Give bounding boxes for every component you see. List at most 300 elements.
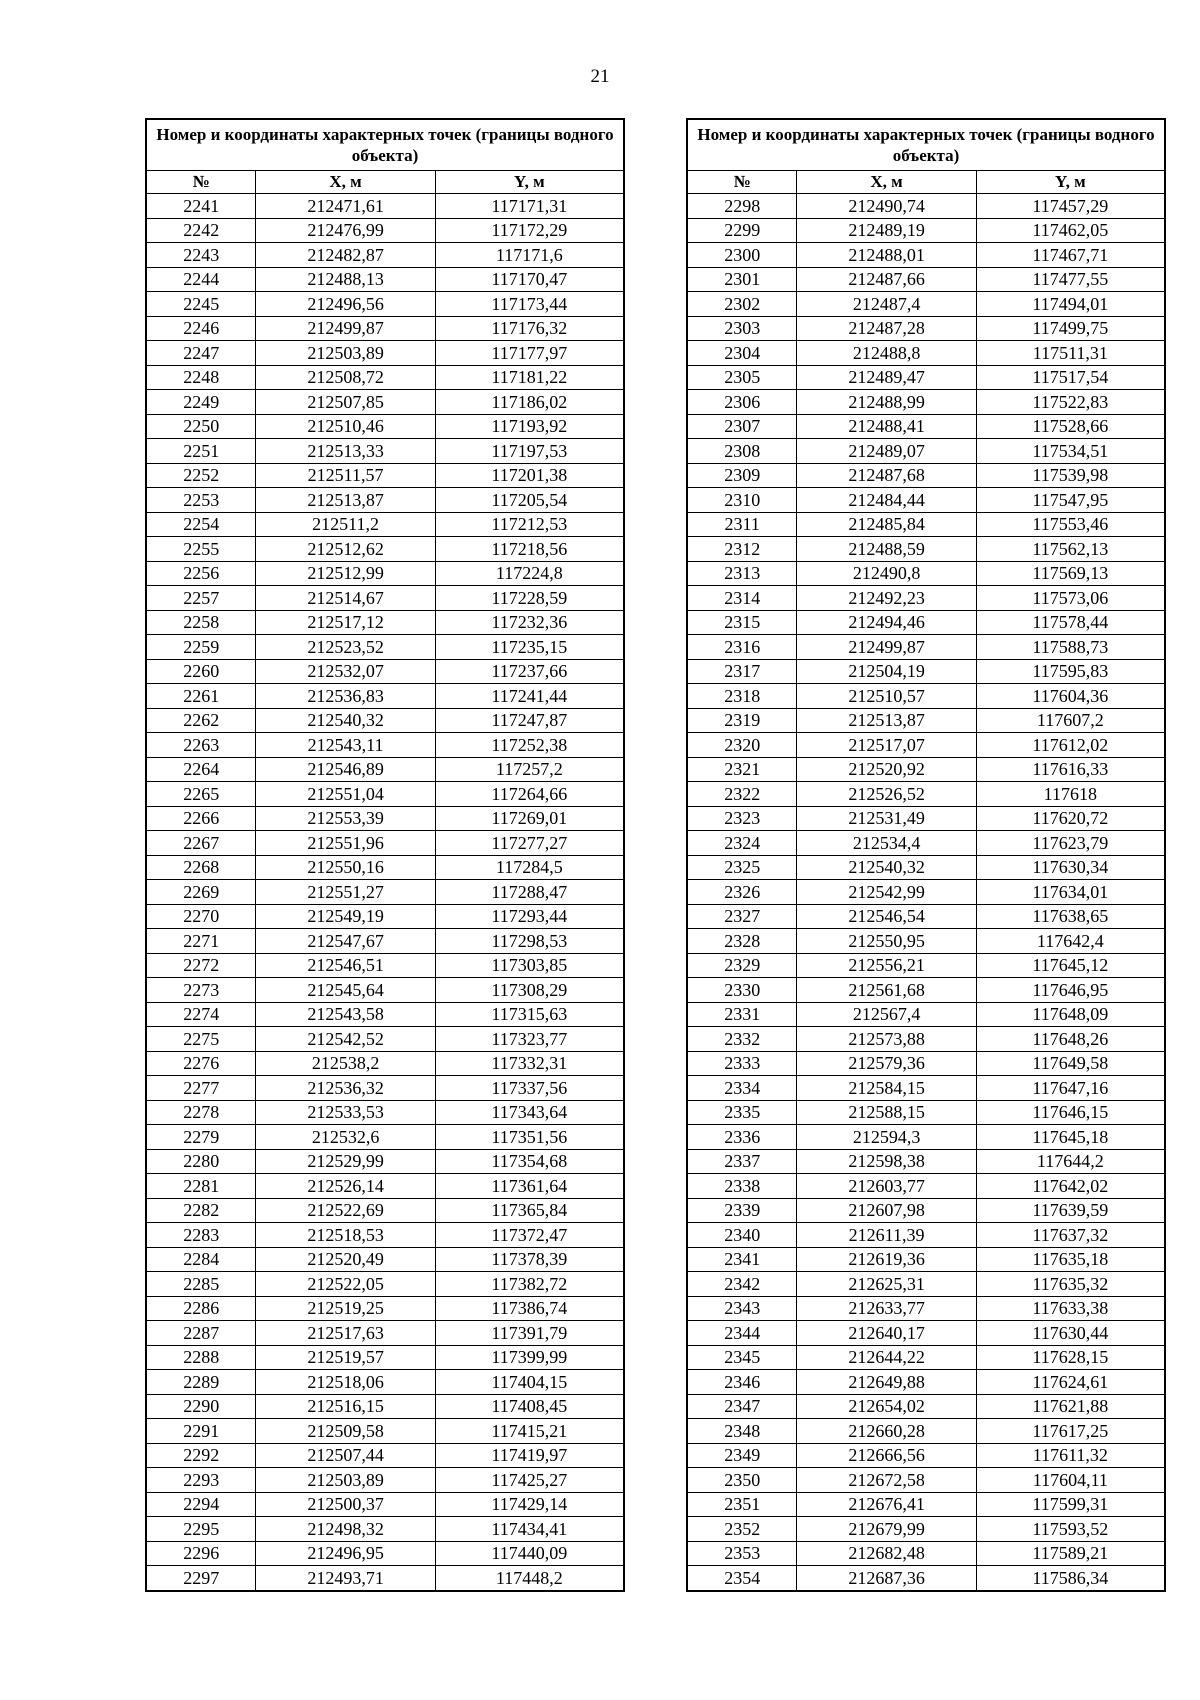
x-coordinate-cell: 212561,68 — [797, 978, 976, 1003]
point-number-cell: 2353 — [687, 1541, 797, 1566]
table-row — [146, 635, 624, 660]
y-coordinate-cell: 117477,55 — [976, 267, 1165, 292]
x-coordinate-cell: 212503,89 — [256, 341, 435, 366]
x-coordinate-cell: 212488,13 — [256, 267, 435, 292]
y-coordinate-cell: 117170,47 — [435, 267, 624, 292]
point-number-cell: 2250 — [146, 414, 256, 439]
table-row — [687, 1002, 1165, 1027]
point-number-cell: 2245 — [146, 292, 256, 317]
y-coordinate-cell: 117604,36 — [976, 684, 1165, 709]
x-coordinate-cell: 212567,4 — [797, 1002, 976, 1027]
point-number-cell: 2265 — [146, 782, 256, 807]
table-row — [687, 855, 1165, 880]
table-row — [146, 414, 624, 439]
table-row — [687, 610, 1165, 635]
y-coordinate-cell: 117647,16 — [976, 1076, 1165, 1101]
x-coordinate-cell: 212553,39 — [256, 806, 435, 831]
y-coordinate-cell: 117382,72 — [435, 1272, 624, 1297]
point-number-cell: 2290 — [146, 1394, 256, 1419]
y-coordinate-cell: 117620,72 — [976, 806, 1165, 831]
point-number-cell: 2243 — [146, 243, 256, 268]
table-row — [146, 1223, 624, 1248]
table-row — [687, 733, 1165, 758]
x-coordinate-cell: 212660,28 — [797, 1419, 976, 1444]
x-coordinate-cell: 212499,87 — [797, 635, 976, 660]
y-coordinate-cell: 117193,92 — [435, 414, 624, 439]
y-coordinate-cell: 117638,65 — [976, 904, 1165, 929]
x-coordinate-cell: 212485,84 — [797, 512, 976, 537]
point-number-cell: 2274 — [146, 1002, 256, 1027]
table-row — [687, 586, 1165, 611]
y-coordinate-cell: 117569,13 — [976, 561, 1165, 586]
point-number-cell: 2309 — [687, 463, 797, 488]
y-coordinate-cell: 117621,88 — [976, 1394, 1165, 1419]
table-row — [146, 782, 624, 807]
y-coordinate-cell: 117351,56 — [435, 1125, 624, 1150]
point-number-cell: 2261 — [146, 684, 256, 709]
table-row — [687, 292, 1165, 317]
x-coordinate-cell: 212493,71 — [256, 1566, 435, 1591]
x-coordinate-cell: 212672,58 — [797, 1468, 976, 1493]
table-row — [146, 1076, 624, 1101]
point-number-cell: 2269 — [146, 880, 256, 905]
y-coordinate-cell: 117624,61 — [976, 1370, 1165, 1395]
point-number-cell: 2325 — [687, 855, 797, 880]
point-number-cell: 2300 — [687, 243, 797, 268]
y-coordinate-cell: 117649,58 — [976, 1051, 1165, 1076]
x-coordinate-cell: 212510,46 — [256, 414, 435, 439]
x-coordinate-cell: 212488,59 — [797, 537, 976, 562]
y-coordinate-cell: 117218,56 — [435, 537, 624, 562]
y-coordinate-cell: 117434,41 — [435, 1517, 624, 1542]
table-row — [146, 586, 624, 611]
column-header-y: Y, м — [976, 171, 1165, 194]
table-row — [687, 782, 1165, 807]
point-number-cell: 2335 — [687, 1100, 797, 1125]
table-row — [687, 1468, 1165, 1493]
y-coordinate-cell: 117308,29 — [435, 978, 624, 1003]
y-coordinate-cell: 117648,26 — [976, 1027, 1165, 1052]
table-row — [687, 1394, 1165, 1419]
y-coordinate-cell: 117197,53 — [435, 439, 624, 464]
point-number-cell: 2252 — [146, 463, 256, 488]
y-coordinate-cell: 117633,38 — [976, 1296, 1165, 1321]
x-coordinate-cell: 212640,17 — [797, 1321, 976, 1346]
point-number-cell: 2266 — [146, 806, 256, 831]
table-row — [146, 1100, 624, 1125]
table-row — [146, 1419, 624, 1444]
x-coordinate-cell: 212611,39 — [797, 1223, 976, 1248]
point-number-cell: 2320 — [687, 733, 797, 758]
point-number-cell: 2295 — [146, 1517, 256, 1542]
x-coordinate-cell: 212484,44 — [797, 488, 976, 513]
y-coordinate-cell: 117399,99 — [435, 1345, 624, 1370]
table-title: Номер и координаты характерных точек (границы водного объекта) — [687, 119, 1165, 171]
table-row — [687, 1100, 1165, 1125]
point-number-cell: 2272 — [146, 953, 256, 978]
point-number-cell: 2291 — [146, 1419, 256, 1444]
x-coordinate-cell: 212534,4 — [797, 831, 976, 856]
x-coordinate-cell: 212509,58 — [256, 1419, 435, 1444]
point-number-cell: 2311 — [687, 512, 797, 537]
point-number-cell: 2292 — [146, 1443, 256, 1468]
x-coordinate-cell: 212517,07 — [797, 733, 976, 758]
y-coordinate-cell: 117642,4 — [976, 929, 1165, 954]
y-coordinate-cell: 117599,31 — [976, 1492, 1165, 1517]
point-number-cell: 2338 — [687, 1174, 797, 1199]
x-coordinate-cell: 212471,61 — [256, 194, 435, 219]
x-coordinate-cell: 212518,53 — [256, 1223, 435, 1248]
x-coordinate-cell: 212518,06 — [256, 1370, 435, 1395]
point-number-cell: 2317 — [687, 659, 797, 684]
x-coordinate-cell: 212498,32 — [256, 1517, 435, 1542]
point-number-cell: 2342 — [687, 1272, 797, 1297]
y-coordinate-cell: 117618 — [976, 782, 1165, 807]
point-number-cell: 2257 — [146, 586, 256, 611]
table-row — [146, 1321, 624, 1346]
x-coordinate-cell: 212542,99 — [797, 880, 976, 905]
x-coordinate-cell: 212542,52 — [256, 1027, 435, 1052]
table-row — [687, 831, 1165, 856]
table-row — [687, 267, 1165, 292]
point-number-cell: 2307 — [687, 414, 797, 439]
table-row — [146, 1027, 624, 1052]
x-coordinate-cell: 212487,66 — [797, 267, 976, 292]
y-coordinate-cell: 117177,97 — [435, 341, 624, 366]
point-number-cell: 2246 — [146, 316, 256, 341]
table-row — [146, 1345, 624, 1370]
y-coordinate-cell: 117573,06 — [976, 586, 1165, 611]
x-coordinate-cell: 212482,87 — [256, 243, 435, 268]
point-number-cell: 2326 — [687, 880, 797, 905]
y-coordinate-cell: 117247,87 — [435, 708, 624, 733]
point-number-cell: 2258 — [146, 610, 256, 635]
y-coordinate-cell: 117648,09 — [976, 1002, 1165, 1027]
table-row — [146, 1125, 624, 1150]
point-number-cell: 2308 — [687, 439, 797, 464]
point-number-cell: 2287 — [146, 1321, 256, 1346]
y-coordinate-cell: 117499,75 — [976, 316, 1165, 341]
x-coordinate-cell: 212679,99 — [797, 1517, 976, 1542]
y-coordinate-cell: 117595,83 — [976, 659, 1165, 684]
x-coordinate-cell: 212507,44 — [256, 1443, 435, 1468]
y-coordinate-cell: 117361,64 — [435, 1174, 624, 1199]
y-coordinate-cell: 117440,09 — [435, 1541, 624, 1566]
point-number-cell: 2329 — [687, 953, 797, 978]
table-row — [687, 880, 1165, 905]
point-number-cell: 2352 — [687, 1517, 797, 1542]
point-number-cell: 2275 — [146, 1027, 256, 1052]
table-row — [146, 953, 624, 978]
table-row — [687, 929, 1165, 954]
y-coordinate-cell: 117467,71 — [976, 243, 1165, 268]
point-number-cell: 2318 — [687, 684, 797, 709]
point-number-cell: 2315 — [687, 610, 797, 635]
table-row — [146, 1370, 624, 1395]
point-number-cell: 2284 — [146, 1247, 256, 1272]
point-number-cell: 2345 — [687, 1345, 797, 1370]
table-row — [687, 1149, 1165, 1174]
point-number-cell: 2254 — [146, 512, 256, 537]
x-coordinate-cell: 212654,02 — [797, 1394, 976, 1419]
x-coordinate-cell: 212625,31 — [797, 1272, 976, 1297]
x-coordinate-cell: 212547,67 — [256, 929, 435, 954]
y-coordinate-cell: 117628,15 — [976, 1345, 1165, 1370]
x-coordinate-cell: 212540,32 — [256, 708, 435, 733]
table-row — [687, 1296, 1165, 1321]
table-row — [687, 390, 1165, 415]
x-coordinate-cell: 212494,46 — [797, 610, 976, 635]
point-number-cell: 2244 — [146, 267, 256, 292]
x-coordinate-cell: 212513,33 — [256, 439, 435, 464]
x-coordinate-cell: 212532,07 — [256, 659, 435, 684]
point-number-cell: 2351 — [687, 1492, 797, 1517]
y-coordinate-cell: 117303,85 — [435, 953, 624, 978]
x-coordinate-cell: 212546,51 — [256, 953, 435, 978]
y-coordinate-cell: 117298,53 — [435, 929, 624, 954]
point-number-cell: 2271 — [146, 929, 256, 954]
table-row — [687, 708, 1165, 733]
point-number-cell: 2248 — [146, 365, 256, 390]
table-row — [146, 978, 624, 1003]
table-row — [146, 1247, 624, 1272]
page-number: 21 — [590, 66, 610, 87]
table-row — [687, 659, 1165, 684]
table-row — [687, 1321, 1165, 1346]
y-coordinate-cell: 117257,2 — [435, 757, 624, 782]
point-number-cell: 2341 — [687, 1247, 797, 1272]
x-coordinate-cell: 212492,23 — [797, 586, 976, 611]
table-row — [146, 439, 624, 464]
table-row — [687, 1125, 1165, 1150]
x-coordinate-cell: 212512,62 — [256, 537, 435, 562]
y-coordinate-cell: 117201,38 — [435, 463, 624, 488]
x-coordinate-cell: 212488,41 — [797, 414, 976, 439]
point-number-cell: 2313 — [687, 561, 797, 586]
table-row — [687, 978, 1165, 1003]
y-coordinate-cell: 117645,18 — [976, 1125, 1165, 1150]
point-number-cell: 2322 — [687, 782, 797, 807]
point-number-cell: 2350 — [687, 1468, 797, 1493]
point-number-cell: 2282 — [146, 1198, 256, 1223]
y-coordinate-cell: 117604,11 — [976, 1468, 1165, 1493]
table-row — [146, 1149, 624, 1174]
point-number-cell: 2348 — [687, 1419, 797, 1444]
table-row — [146, 561, 624, 586]
y-coordinate-cell: 117623,79 — [976, 831, 1165, 856]
point-number-cell: 2316 — [687, 635, 797, 660]
y-coordinate-cell: 117612,02 — [976, 733, 1165, 758]
x-coordinate-cell: 212511,57 — [256, 463, 435, 488]
table-row — [146, 488, 624, 513]
x-coordinate-cell: 212550,95 — [797, 929, 976, 954]
table-row — [687, 561, 1165, 586]
x-coordinate-cell: 212517,12 — [256, 610, 435, 635]
x-coordinate-cell: 212551,04 — [256, 782, 435, 807]
table-row — [146, 512, 624, 537]
point-number-cell: 2337 — [687, 1149, 797, 1174]
y-coordinate-cell: 117644,2 — [976, 1149, 1165, 1174]
table-row — [146, 390, 624, 415]
table-row — [146, 243, 624, 268]
y-coordinate-cell: 117173,44 — [435, 292, 624, 317]
table-row — [146, 831, 624, 856]
y-coordinate-cell: 117284,5 — [435, 855, 624, 880]
x-coordinate-cell: 212551,27 — [256, 880, 435, 905]
x-coordinate-cell: 212676,41 — [797, 1492, 976, 1517]
y-coordinate-cell: 117332,31 — [435, 1051, 624, 1076]
table-row — [687, 537, 1165, 562]
x-coordinate-cell: 212496,56 — [256, 292, 435, 317]
column-header-number: № — [146, 171, 256, 194]
x-coordinate-cell: 212508,72 — [256, 365, 435, 390]
y-coordinate-cell: 117593,52 — [976, 1517, 1165, 1542]
point-number-cell: 2330 — [687, 978, 797, 1003]
y-coordinate-cell: 117457,29 — [976, 194, 1165, 219]
y-coordinate-cell: 117365,84 — [435, 1198, 624, 1223]
x-coordinate-cell: 212488,99 — [797, 390, 976, 415]
y-coordinate-cell: 117269,01 — [435, 806, 624, 831]
y-coordinate-cell: 117617,25 — [976, 1419, 1165, 1444]
point-number-cell: 2276 — [146, 1051, 256, 1076]
y-coordinate-cell: 117241,44 — [435, 684, 624, 709]
x-coordinate-cell: 212550,16 — [256, 855, 435, 880]
y-coordinate-cell: 117425,27 — [435, 1468, 624, 1493]
table-title: Номер и координаты характерных точек (границы водного объекта) — [146, 119, 624, 171]
y-coordinate-cell: 117252,38 — [435, 733, 624, 758]
point-number-cell: 2340 — [687, 1223, 797, 1248]
x-coordinate-cell: 212538,2 — [256, 1051, 435, 1076]
point-number-cell: 2333 — [687, 1051, 797, 1076]
point-number-cell: 2334 — [687, 1076, 797, 1101]
table-row — [687, 1492, 1165, 1517]
y-coordinate-cell: 117186,02 — [435, 390, 624, 415]
x-coordinate-cell: 212532,6 — [256, 1125, 435, 1150]
y-coordinate-cell: 117494,01 — [976, 292, 1165, 317]
y-coordinate-cell: 117547,95 — [976, 488, 1165, 513]
coordinates-table-right — [686, 118, 1166, 1592]
y-coordinate-cell: 117372,47 — [435, 1223, 624, 1248]
x-coordinate-cell: 212511,2 — [256, 512, 435, 537]
x-coordinate-cell: 212499,87 — [256, 316, 435, 341]
y-coordinate-cell: 117588,73 — [976, 635, 1165, 660]
y-coordinate-cell: 117646,95 — [976, 978, 1165, 1003]
y-coordinate-cell: 117634,01 — [976, 880, 1165, 905]
y-coordinate-cell: 117415,21 — [435, 1419, 624, 1444]
point-number-cell: 2255 — [146, 537, 256, 562]
y-coordinate-cell: 117646,15 — [976, 1100, 1165, 1125]
point-number-cell: 2279 — [146, 1125, 256, 1150]
point-number-cell: 2277 — [146, 1076, 256, 1101]
y-coordinate-cell: 117539,98 — [976, 463, 1165, 488]
point-number-cell: 2332 — [687, 1027, 797, 1052]
x-coordinate-cell: 212633,77 — [797, 1296, 976, 1321]
x-coordinate-cell: 212516,15 — [256, 1394, 435, 1419]
table-row — [146, 1051, 624, 1076]
y-coordinate-cell: 117176,32 — [435, 316, 624, 341]
x-coordinate-cell: 212546,54 — [797, 904, 976, 929]
y-coordinate-cell: 117616,33 — [976, 757, 1165, 782]
x-coordinate-cell: 212489,07 — [797, 439, 976, 464]
x-coordinate-cell: 212507,85 — [256, 390, 435, 415]
table-row — [687, 904, 1165, 929]
table-row — [146, 757, 624, 782]
table-row — [146, 929, 624, 954]
table-row — [146, 1174, 624, 1199]
y-coordinate-cell: 117639,59 — [976, 1198, 1165, 1223]
point-number-cell: 2354 — [687, 1566, 797, 1591]
x-coordinate-cell: 212503,89 — [256, 1468, 435, 1493]
point-number-cell: 2328 — [687, 929, 797, 954]
x-coordinate-cell: 212487,4 — [797, 292, 976, 317]
point-number-cell: 2301 — [687, 267, 797, 292]
point-number-cell: 2319 — [687, 708, 797, 733]
x-coordinate-cell: 212487,68 — [797, 463, 976, 488]
column-header-x: X, м — [256, 171, 435, 194]
y-coordinate-cell: 117354,68 — [435, 1149, 624, 1174]
y-coordinate-cell: 117589,21 — [976, 1541, 1165, 1566]
point-number-cell: 2294 — [146, 1492, 256, 1517]
table-row — [687, 365, 1165, 390]
point-number-cell: 2286 — [146, 1296, 256, 1321]
table-row — [146, 610, 624, 635]
point-number-cell: 2303 — [687, 316, 797, 341]
x-coordinate-cell: 212519,57 — [256, 1345, 435, 1370]
table-row — [146, 194, 624, 219]
y-coordinate-cell: 117517,54 — [976, 365, 1165, 390]
x-coordinate-cell: 212520,49 — [256, 1247, 435, 1272]
y-coordinate-cell: 117522,83 — [976, 390, 1165, 415]
x-coordinate-cell: 212549,19 — [256, 904, 435, 929]
x-coordinate-cell: 212529,99 — [256, 1149, 435, 1174]
x-coordinate-cell: 212546,89 — [256, 757, 435, 782]
y-coordinate-cell: 117228,59 — [435, 586, 624, 611]
point-number-cell: 2347 — [687, 1394, 797, 1419]
x-coordinate-cell: 212543,58 — [256, 1002, 435, 1027]
y-coordinate-cell: 117288,47 — [435, 880, 624, 905]
x-coordinate-cell: 212500,37 — [256, 1492, 435, 1517]
y-coordinate-cell: 117171,31 — [435, 194, 624, 219]
point-number-cell: 2306 — [687, 390, 797, 415]
point-number-cell: 2310 — [687, 488, 797, 513]
x-coordinate-cell: 212543,11 — [256, 733, 435, 758]
y-coordinate-cell: 117429,14 — [435, 1492, 624, 1517]
table-row — [687, 1247, 1165, 1272]
y-coordinate-cell: 117630,34 — [976, 855, 1165, 880]
y-coordinate-cell: 117578,44 — [976, 610, 1165, 635]
x-coordinate-cell: 212488,8 — [797, 341, 976, 366]
point-number-cell: 2304 — [687, 341, 797, 366]
table-row — [687, 414, 1165, 439]
y-coordinate-cell: 117630,44 — [976, 1321, 1165, 1346]
table-row — [146, 708, 624, 733]
y-coordinate-cell: 117315,63 — [435, 1002, 624, 1027]
y-coordinate-cell: 117511,31 — [976, 341, 1165, 366]
x-coordinate-cell: 212644,22 — [797, 1345, 976, 1370]
point-number-cell: 2302 — [687, 292, 797, 317]
y-coordinate-cell: 117277,27 — [435, 831, 624, 856]
x-coordinate-cell: 212513,87 — [797, 708, 976, 733]
y-coordinate-cell: 117171,6 — [435, 243, 624, 268]
y-coordinate-cell: 117408,45 — [435, 1394, 624, 1419]
x-coordinate-cell: 212594,3 — [797, 1125, 976, 1150]
table-row — [687, 1517, 1165, 1542]
x-coordinate-cell: 212490,74 — [797, 194, 976, 219]
x-coordinate-cell: 212619,36 — [797, 1247, 976, 1272]
table-row — [687, 953, 1165, 978]
y-coordinate-cell: 117205,54 — [435, 488, 624, 513]
table-row — [687, 1076, 1165, 1101]
